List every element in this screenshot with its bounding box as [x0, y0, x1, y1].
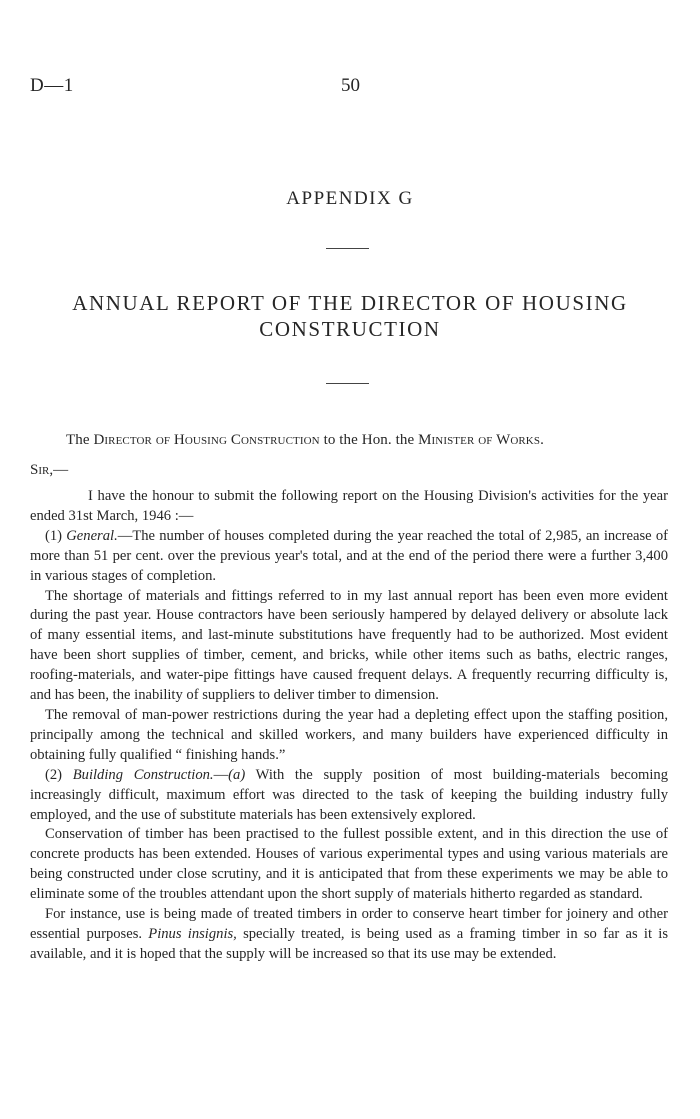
- building-text: With the supply position of most building-materials becoming increasingly difficult, maximum effort was directed to the task of keeping the building industry fully employed, and the use of substitute materials has been extensively explored.: [30, 766, 668, 823]
- instance-after: specially treated, is being used as a framing timber in so far as it is available, and it is hoped that the supply will be increased so that its use may be extended.: [30, 925, 669, 962]
- paragraph-building-construction: [30, 766, 668, 826]
- general-text: —The number of houses completed during the year reached the total of 2,985, an increase of more than 51 per cent. over the previous year's total, and at the end of the period there were a further 3,400 in various stages of completion.: [30, 527, 668, 584]
- section-label-general: General.: [66, 527, 118, 544]
- paragraph-conservation: Conservation of timber has been practised to the fullest possible extent, and in this direction the use of concrete products has been extended. Houses of various experimental types and using various materials are being constructed under close scrutiny, and it is anticipated that from these experiments we may be able to eliminate some of the troubles attendant upon the short supply of materials hitherto regarded as standard.: [30, 826, 668, 903]
- paragraph-general: [30, 527, 668, 587]
- instance-species: Pinus insignis,: [148, 925, 237, 942]
- addressee-middle: to the Hon. the: [323, 432, 415, 448]
- paragraph-instance: [30, 905, 668, 965]
- divider-rule-bottom: [326, 383, 369, 384]
- section-number-building: (2): [45, 766, 63, 783]
- salutation: Sir,—: [30, 462, 69, 478]
- addressee-from-title: Director of Housing Construction: [93, 432, 320, 448]
- addressee-prefix: The: [66, 432, 90, 448]
- addressee-to-title: Minister of Works.: [418, 432, 544, 448]
- report-title: ANNUAL REPORT OF THE DIRECTOR OF HOUSING CONSTRUCTION: [72, 291, 628, 341]
- addressee-line: [66, 432, 544, 449]
- document-code: D—1: [30, 75, 74, 96]
- section-number-general: (1): [45, 527, 63, 544]
- report-body: [30, 487, 668, 965]
- page-number: 50: [341, 75, 360, 96]
- instance-before: For instance, use is being made of treated timbers in order to conserve heart timber for joinery and other essential purposes.: [30, 906, 668, 942]
- paragraph-manpower: The removal of man-power restrictions during the year had a depleting effect upon the staffing position, principally among the technical and skilled workers, and many builders have experienced difficulty in obtaining fully qualified “ finishing hands.”: [30, 706, 668, 763]
- section-label-building: Building Construction.: [72, 766, 214, 783]
- building-dash: —: [213, 766, 229, 783]
- divider-rule-top: [326, 248, 369, 249]
- paragraph-intro: I have the honour to submit the following report on the Housing Division's activities for the year ended 31st March, 1946 :—: [30, 488, 668, 524]
- appendix-heading: APPENDIX G: [286, 188, 414, 209]
- subsection-label-a: (a): [228, 766, 246, 783]
- paragraph-shortage: The shortage of materials and fittings referred to in my last annual report has been even more evident during the past year. House contractors have been seriously hampered by delayed delivery or absolute lack of many essential items, and last-minute substitutions have frequently had to be authorized. Most evident have been short supplies of timber, cement, and bricks, while other items such as baths, electric ranges, roofing-materials, and water-pipe fittings have caused frequent delays. A frequently recurring difficulty is, and has been, the inability of suppliers to deliver timber to dimension.: [30, 587, 668, 704]
